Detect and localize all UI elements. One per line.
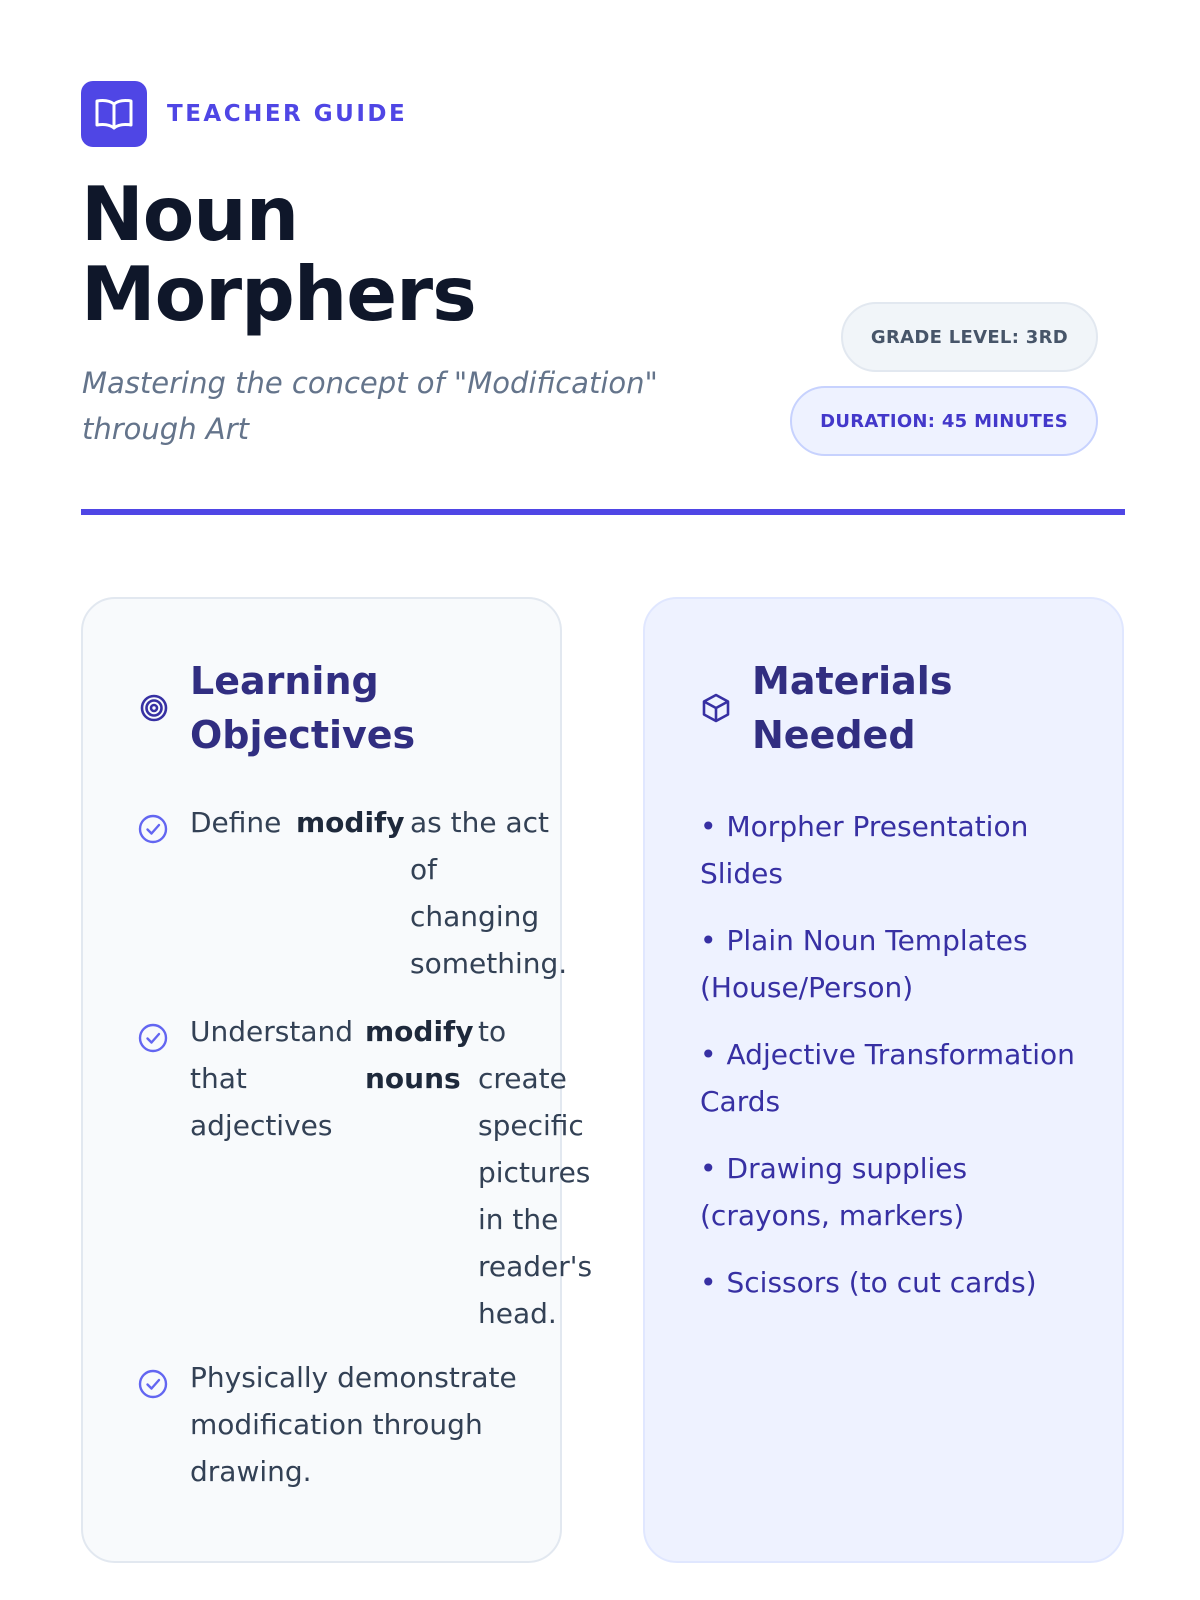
materials-heading-line-1: Materials bbox=[752, 659, 953, 703]
objectives-header bbox=[138, 654, 415, 762]
objective-item bbox=[138, 799, 568, 987]
header-divider bbox=[81, 509, 1125, 515]
objective-2-part-b: modify nouns bbox=[365, 1015, 474, 1095]
objectives-heading bbox=[190, 654, 415, 762]
materials-heading-line-2: Needed bbox=[752, 713, 916, 757]
objective-text bbox=[190, 799, 568, 987]
objective-3-text: Physically demonstrate modification through drawing. bbox=[190, 1361, 517, 1488]
list-item: • Scissors (to cut cards) bbox=[700, 1259, 1100, 1306]
objective-item bbox=[138, 1354, 550, 1495]
objective-2-part-a: Understand that adjectives bbox=[190, 1015, 353, 1142]
brand-label: TEACHER GUIDE bbox=[167, 101, 408, 127]
title-line-2: Morphers bbox=[81, 250, 476, 338]
materials-needed-card bbox=[643, 597, 1124, 1563]
list-item: • Morpher Presentation Slides bbox=[700, 803, 1100, 897]
objective-text bbox=[190, 1008, 593, 1337]
duration-badge: DURATION: 45 MINUTES bbox=[790, 386, 1098, 456]
brand bbox=[81, 81, 407, 147]
objective-1-part-c: as the act of changing something. bbox=[410, 806, 568, 980]
cube-icon bbox=[700, 692, 732, 724]
objective-1-part-b: modify bbox=[296, 806, 405, 839]
list-item: • Plain Noun Templates (House/Person) bbox=[700, 917, 1100, 1011]
book-open-icon bbox=[81, 81, 147, 147]
objective-item bbox=[138, 1008, 593, 1337]
objectives-heading-line-2: Objectives bbox=[190, 713, 416, 757]
page-subtitle: Mastering the concept of "Modification" through Art bbox=[82, 366, 658, 446]
page-title bbox=[81, 170, 681, 338]
materials-heading bbox=[752, 654, 952, 762]
learning-objectives-card bbox=[81, 597, 593, 1563]
target-icon bbox=[138, 692, 170, 724]
objectives-heading-line-1: Learning bbox=[190, 659, 379, 703]
materials-header bbox=[700, 654, 952, 762]
materials-list bbox=[700, 803, 1100, 1326]
objective-1-part-a: Define bbox=[190, 806, 282, 839]
grade-level-badge: GRADE LEVEL: 3RD bbox=[841, 302, 1098, 372]
title-line-1: Noun bbox=[81, 170, 299, 258]
list-item: • Adjective Transformation Cards bbox=[700, 1031, 1100, 1125]
list-item: • Drawing supplies (crayons, markers) bbox=[700, 1145, 1100, 1239]
check-circle-icon bbox=[138, 1369, 168, 1399]
check-circle-icon bbox=[138, 814, 168, 844]
check-circle-icon bbox=[138, 1023, 168, 1053]
objective-2-part-c: to create specific pictures in the reader's head. bbox=[478, 1015, 593, 1330]
